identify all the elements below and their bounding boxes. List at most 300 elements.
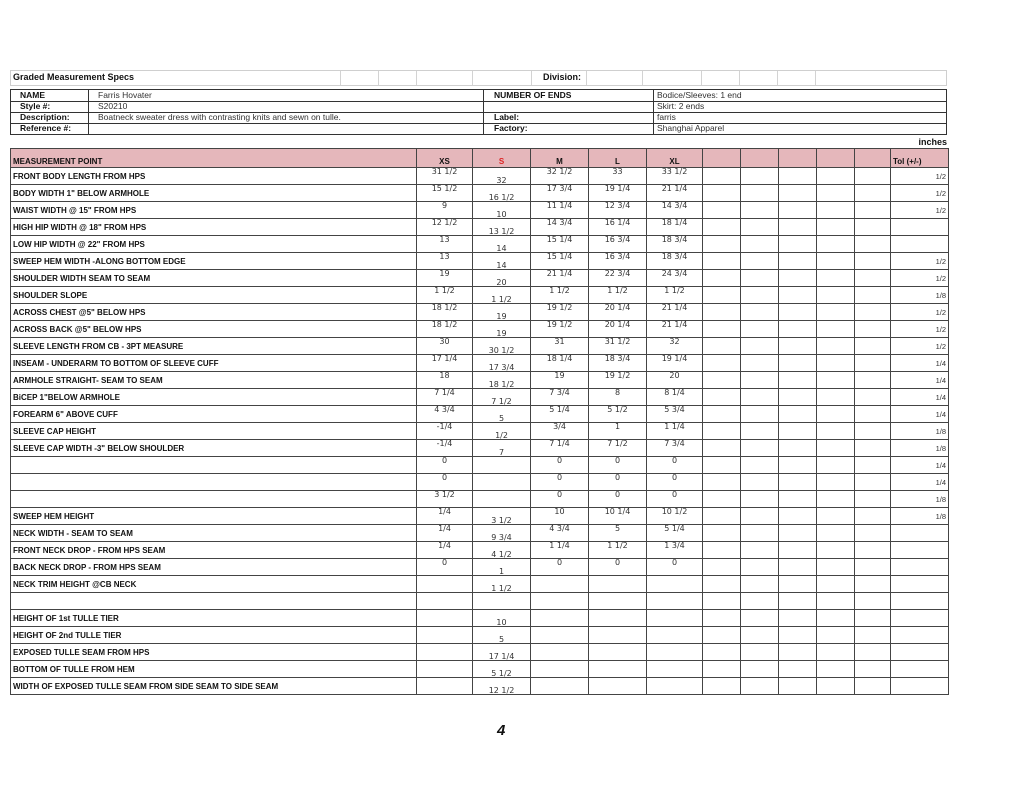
style-info-block (10, 89, 947, 135)
size-value-xs: 18 (439, 370, 450, 380)
size-cell-l (589, 610, 647, 627)
size-value-s: 32 (496, 175, 507, 185)
size-value-xs: -1/4 (436, 421, 453, 431)
size-value-xl: 21 1/4 (661, 319, 688, 329)
blank-cell (703, 253, 741, 270)
size-value-l: 1 1/2 (607, 540, 628, 550)
size-cell-m (531, 474, 589, 491)
size-value-l: 10 1/4 (604, 506, 631, 516)
blank-cell (817, 202, 855, 219)
size-cell-l (589, 236, 647, 253)
size-cell-xl (647, 559, 703, 576)
tolerance-cell: 1/2 (891, 304, 949, 321)
size-cell-l (589, 661, 647, 678)
size-cell-l (589, 185, 647, 202)
size-cell-m (531, 253, 589, 270)
size-value-l: 16 3/4 (604, 251, 631, 261)
measurement-point: SHOULDER WIDTH SEAM TO SEAM (11, 270, 417, 287)
blank-cell (779, 559, 817, 576)
tolerance-cell: 1/4 (891, 474, 949, 491)
info-row-reference (11, 123, 946, 134)
size-cell-xl (647, 321, 703, 338)
blank-cell (817, 559, 855, 576)
blank-cell (741, 678, 779, 695)
blank-cell (855, 678, 891, 695)
size-cell-l (589, 627, 647, 644)
size-cell-xl (647, 644, 703, 661)
blank-cell (779, 185, 817, 202)
size-value-s: 1 1/2 (491, 583, 512, 593)
size-value-xs: 18 1/2 (431, 319, 458, 329)
grid-line (739, 71, 740, 85)
blank-cell (741, 423, 779, 440)
measurement-point: LOW HIP WIDTH @ 22" FROM HPS (11, 236, 417, 253)
size-value-xl: 33 1/2 (661, 166, 688, 176)
measurement-point: SLEEVE CAP WIDTH -3" BELOW SHOULDER (11, 440, 417, 457)
blank-cell (741, 559, 779, 576)
size-cell-m (531, 644, 589, 661)
size-cell-m (531, 457, 589, 474)
size-cell-xs (417, 457, 473, 474)
blank-cell (779, 661, 817, 678)
blank-cell (779, 338, 817, 355)
size-cell-xs (417, 542, 473, 559)
tolerance-cell: 1/2 (891, 168, 949, 185)
table-row (11, 168, 949, 185)
blank-cell (703, 678, 741, 695)
size-value-m: 7 3/4 (549, 387, 570, 397)
size-value-xs: 4 3/4 (434, 404, 455, 414)
tolerance-cell (891, 236, 949, 253)
blank-cell (817, 372, 855, 389)
table-row (11, 185, 949, 202)
size-cell-m (531, 661, 589, 678)
header-m: M (531, 149, 589, 168)
name-label: NAME (20, 90, 46, 100)
size-value-xl: 5 1/4 (664, 523, 685, 533)
size-value-l: 8 (614, 387, 621, 397)
header-xs: XS (417, 149, 473, 168)
blank-cell (741, 627, 779, 644)
blank-cell (855, 508, 891, 525)
blank-cell (817, 627, 855, 644)
blank-cell (817, 219, 855, 236)
ends-value-skirt: Skirt: 2 ends (653, 101, 946, 112)
size-cell-l (589, 457, 647, 474)
size-value-m: 21 1/4 (546, 268, 573, 278)
size-cell-xs (417, 508, 473, 525)
size-value-m: 15 1/4 (546, 251, 573, 261)
size-cell-m (531, 355, 589, 372)
header-l: L (589, 149, 647, 168)
size-cell-l (589, 678, 647, 695)
size-cell-m (531, 559, 589, 576)
size-cell-xs (417, 593, 473, 610)
size-value-xl: 0 (671, 557, 678, 567)
size-value-xl: 7 3/4 (664, 438, 685, 448)
blank-cell (703, 389, 741, 406)
table-row (11, 644, 949, 661)
size-value-xl: 24 3/4 (661, 268, 688, 278)
size-value-s: 16 1/2 (488, 192, 515, 202)
spec-title: Graded Measurement Specs (13, 72, 135, 82)
size-value-l: 31 1/2 (604, 336, 631, 346)
blank-cell (741, 610, 779, 627)
size-cell-l (589, 355, 647, 372)
blank-cell (703, 219, 741, 236)
grid-line (531, 71, 532, 85)
blank-cell (855, 338, 891, 355)
grid-line (701, 71, 702, 85)
size-cell-xl (647, 610, 703, 627)
blank-cell (703, 202, 741, 219)
blank-cell (703, 644, 741, 661)
size-value-xs: 7 1/4 (434, 387, 455, 397)
blank-cell (855, 253, 891, 270)
blank-cell (779, 474, 817, 491)
blank-cell (779, 372, 817, 389)
size-value-m: 0 (556, 472, 563, 482)
blank-cell (779, 508, 817, 525)
measurement-point: SHOULDER SLOPE (11, 287, 417, 304)
size-cell-s (473, 202, 531, 219)
size-cell-xs (417, 321, 473, 338)
description-value: Boatneck sweater dress with contrasting knits and sewn on tulle. (88, 112, 483, 123)
tolerance-cell: 1/2 (891, 321, 949, 338)
size-value-l: 0 (614, 557, 621, 567)
size-cell-xs (417, 491, 473, 508)
measurement-point: NECK WIDTH - SEAM TO SEAM (11, 525, 417, 542)
grid-line (340, 71, 341, 85)
description-label: Description: (20, 112, 70, 122)
blank-cell (855, 423, 891, 440)
size-cell-m (531, 287, 589, 304)
size-cell-xl (647, 270, 703, 287)
blank-cell (779, 236, 817, 253)
table-row (11, 304, 949, 321)
size-cell-s (473, 423, 531, 440)
blank-cell (703, 236, 741, 253)
blank-cell (741, 338, 779, 355)
measurement-point: SLEEVE LENGTH FROM CB - 3PT MEASURE (11, 338, 417, 355)
size-cell-s (473, 559, 531, 576)
size-cell-l (589, 253, 647, 270)
blank-cell (741, 525, 779, 542)
table-row (11, 661, 949, 678)
size-value-l: 20 1/4 (604, 302, 631, 312)
measurement-point: HEIGHT OF 2nd TULLE TIER (11, 627, 417, 644)
blank-cell (855, 559, 891, 576)
size-cell-m (531, 610, 589, 627)
blank-cell (703, 610, 741, 627)
tolerance-cell (891, 219, 949, 236)
size-cell-xl (647, 508, 703, 525)
size-cell-s (473, 576, 531, 593)
size-cell-xs (417, 423, 473, 440)
blank-cell (703, 559, 741, 576)
size-cell-m (531, 627, 589, 644)
size-value-s: 5 1/2 (491, 668, 512, 678)
size-value-l: 12 3/4 (604, 200, 631, 210)
blank-cell (779, 525, 817, 542)
size-cell-xl (647, 542, 703, 559)
size-cell-xs (417, 525, 473, 542)
size-cell-l (589, 287, 647, 304)
blank-cell (703, 491, 741, 508)
spec-title-bar (10, 70, 947, 86)
size-cell-l (589, 389, 647, 406)
size-value-s: 13 1/2 (488, 226, 515, 236)
blank-cell (741, 270, 779, 287)
blank-cell (741, 321, 779, 338)
measurement-point: ARMHOLE STRAIGHT- SEAM TO SEAM (11, 372, 417, 389)
size-value-xs: 1/4 (438, 523, 451, 533)
table-row (11, 270, 949, 287)
table-row (11, 219, 949, 236)
size-value-l: 22 3/4 (604, 268, 631, 278)
size-cell-m (531, 491, 589, 508)
size-value-xl: 18 3/4 (661, 251, 688, 261)
size-cell-l (589, 372, 647, 389)
size-value-xl: 8 1/4 (664, 387, 685, 397)
size-cell-l (589, 321, 647, 338)
size-value-l: 7 1/2 (607, 438, 628, 448)
size-cell-xl (647, 423, 703, 440)
blank-cell (703, 372, 741, 389)
blank-cell (741, 219, 779, 236)
size-value-m: 4 3/4 (549, 523, 570, 533)
table-row (11, 678, 949, 695)
size-cell-s (473, 338, 531, 355)
tolerance-cell: 1/8 (891, 423, 949, 440)
size-value-xs: 13 (439, 251, 450, 261)
blank-cell (741, 168, 779, 185)
blank-cell (779, 253, 817, 270)
blank-cell (817, 440, 855, 457)
grid-line (586, 71, 587, 85)
blank-cell (703, 185, 741, 202)
size-cell-m (531, 321, 589, 338)
size-value-xl: 14 3/4 (661, 200, 688, 210)
size-value-s: 1 (498, 566, 505, 576)
table-row (11, 525, 949, 542)
size-cell-m (531, 440, 589, 457)
size-value-m: 3/4 (553, 421, 566, 431)
blank-cell (855, 593, 891, 610)
blank-cell (817, 491, 855, 508)
size-value-s: 12 1/2 (488, 685, 515, 695)
blank-cell (741, 185, 779, 202)
name-value: Farris Hovater (88, 90, 483, 101)
tolerance-cell (891, 610, 949, 627)
blank-cell (703, 474, 741, 491)
blank-cell (855, 185, 891, 202)
table-row (11, 440, 949, 457)
tolerance-cell: 1/4 (891, 389, 949, 406)
blank-cell (779, 593, 817, 610)
header-tolerance: Tol (+/-) (891, 149, 949, 168)
size-cell-xl (647, 287, 703, 304)
blank-cell (817, 593, 855, 610)
tolerance-cell: 1/8 (891, 440, 949, 457)
blank-cell (855, 440, 891, 457)
blank-cell (779, 627, 817, 644)
size-cell-s (473, 474, 531, 491)
size-value-s: 18 1/2 (488, 379, 515, 389)
size-value-s: 9 3/4 (491, 532, 512, 542)
blank-cell (817, 525, 855, 542)
blank-cell (779, 440, 817, 457)
size-cell-l (589, 542, 647, 559)
size-cell-s (473, 304, 531, 321)
table-row (11, 627, 949, 644)
size-cell-s (473, 168, 531, 185)
size-value-xs: 15 1/2 (431, 183, 458, 193)
size-cell-m (531, 423, 589, 440)
tolerance-cell: 1/2 (891, 338, 949, 355)
size-value-m: 31 (554, 336, 565, 346)
blank-cell (855, 542, 891, 559)
size-value-l: 18 3/4 (604, 353, 631, 363)
size-cell-s (473, 644, 531, 661)
blank-cell (703, 338, 741, 355)
blank-cell (817, 678, 855, 695)
blank-cell (779, 423, 817, 440)
reference-value (88, 123, 483, 134)
size-value-l: 0 (614, 489, 621, 499)
measurement-point: BODY WIDTH 1" BELOW ARMHOLE (11, 185, 417, 202)
size-value-m: 5 1/4 (549, 404, 570, 414)
size-cell-l (589, 644, 647, 661)
blank-cell (703, 457, 741, 474)
size-cell-s (473, 236, 531, 253)
blank-cell (855, 389, 891, 406)
header-xl: XL (647, 149, 703, 168)
size-value-s: 19 (496, 311, 507, 321)
size-cell-xs (417, 559, 473, 576)
size-cell-m (531, 593, 589, 610)
blank-cell (779, 355, 817, 372)
size-value-xs: 1 1/2 (434, 285, 455, 295)
size-value-xl: 0 (671, 455, 678, 465)
size-cell-xs (417, 644, 473, 661)
blank-cell (779, 678, 817, 695)
size-cell-xl (647, 440, 703, 457)
size-cell-xl (647, 304, 703, 321)
size-value-m: 0 (556, 557, 563, 567)
size-value-m: 17 3/4 (546, 183, 573, 193)
blank-cell (855, 406, 891, 423)
size-value-m: 18 1/4 (546, 353, 573, 363)
size-value-l: 16 3/4 (604, 234, 631, 244)
size-cell-xs (417, 185, 473, 202)
blank-cell (855, 202, 891, 219)
size-cell-xl (647, 389, 703, 406)
size-cell-m (531, 304, 589, 321)
blank-cell (855, 168, 891, 185)
measurement-point (11, 593, 417, 610)
size-value-m: 32 1/2 (546, 166, 573, 176)
table-row (11, 423, 949, 440)
blank-cell (703, 508, 741, 525)
size-cell-xs (417, 304, 473, 321)
blank-cell (855, 576, 891, 593)
size-value-s: 10 (496, 209, 507, 219)
factory-value: Shanghai Apparel (653, 123, 946, 134)
tolerance-cell (891, 627, 949, 644)
blank-cell (855, 372, 891, 389)
tolerance-cell: 1/8 (891, 491, 949, 508)
measurement-point (11, 457, 417, 474)
table-row (11, 338, 949, 355)
blank-cell (703, 406, 741, 423)
size-value-xl: 32 (669, 336, 680, 346)
size-cell-xl (647, 593, 703, 610)
size-value-xs: 31 1/2 (431, 166, 458, 176)
size-value-xl: 18 1/4 (661, 217, 688, 227)
header-blank (779, 149, 817, 168)
tolerance-cell: 1/2 (891, 202, 949, 219)
blank-cell (817, 423, 855, 440)
size-cell-xl (647, 253, 703, 270)
blank-cell (779, 644, 817, 661)
measurement-point: INSEAM - UNDERARM TO BOTTOM OF SLEEVE CUFF (11, 355, 417, 372)
blank-cell (741, 355, 779, 372)
blank-cell (741, 457, 779, 474)
blank-cell (779, 389, 817, 406)
size-value-xs: 3 1/2 (434, 489, 455, 499)
size-value-s: 10 (496, 617, 507, 627)
size-cell-s (473, 406, 531, 423)
table-row (11, 559, 949, 576)
ends-label-blank (483, 101, 653, 112)
size-value-m: 0 (556, 455, 563, 465)
tolerance-cell (891, 661, 949, 678)
size-value-xl: 1 1/2 (664, 285, 685, 295)
table-row (11, 542, 949, 559)
size-cell-xs (417, 236, 473, 253)
size-cell-xl (647, 236, 703, 253)
size-cell-xl (647, 168, 703, 185)
table-row (11, 287, 949, 304)
size-cell-xs (417, 406, 473, 423)
measurement-point: WIDTH OF EXPOSED TULLE SEAM FROM SIDE SEAM TO SIDE SEAM (11, 678, 417, 695)
blank-cell (741, 508, 779, 525)
size-cell-m (531, 202, 589, 219)
size-cell-s (473, 593, 531, 610)
size-value-s: 19 (496, 328, 507, 338)
blank-cell (817, 168, 855, 185)
blank-cell (855, 287, 891, 304)
size-cell-xs (417, 338, 473, 355)
blank-cell (779, 321, 817, 338)
size-value-xs: 19 (439, 268, 450, 278)
size-cell-m (531, 270, 589, 287)
header-blank (741, 149, 779, 168)
tolerance-cell (891, 678, 949, 695)
blank-cell (779, 610, 817, 627)
table-row (11, 457, 949, 474)
blank-cell (855, 474, 891, 491)
grid-line (416, 71, 417, 85)
blank-cell (817, 508, 855, 525)
blank-cell (855, 270, 891, 287)
size-cell-l (589, 559, 647, 576)
size-cell-s (473, 542, 531, 559)
blank-cell (817, 253, 855, 270)
size-cell-s (473, 253, 531, 270)
blank-cell (855, 219, 891, 236)
